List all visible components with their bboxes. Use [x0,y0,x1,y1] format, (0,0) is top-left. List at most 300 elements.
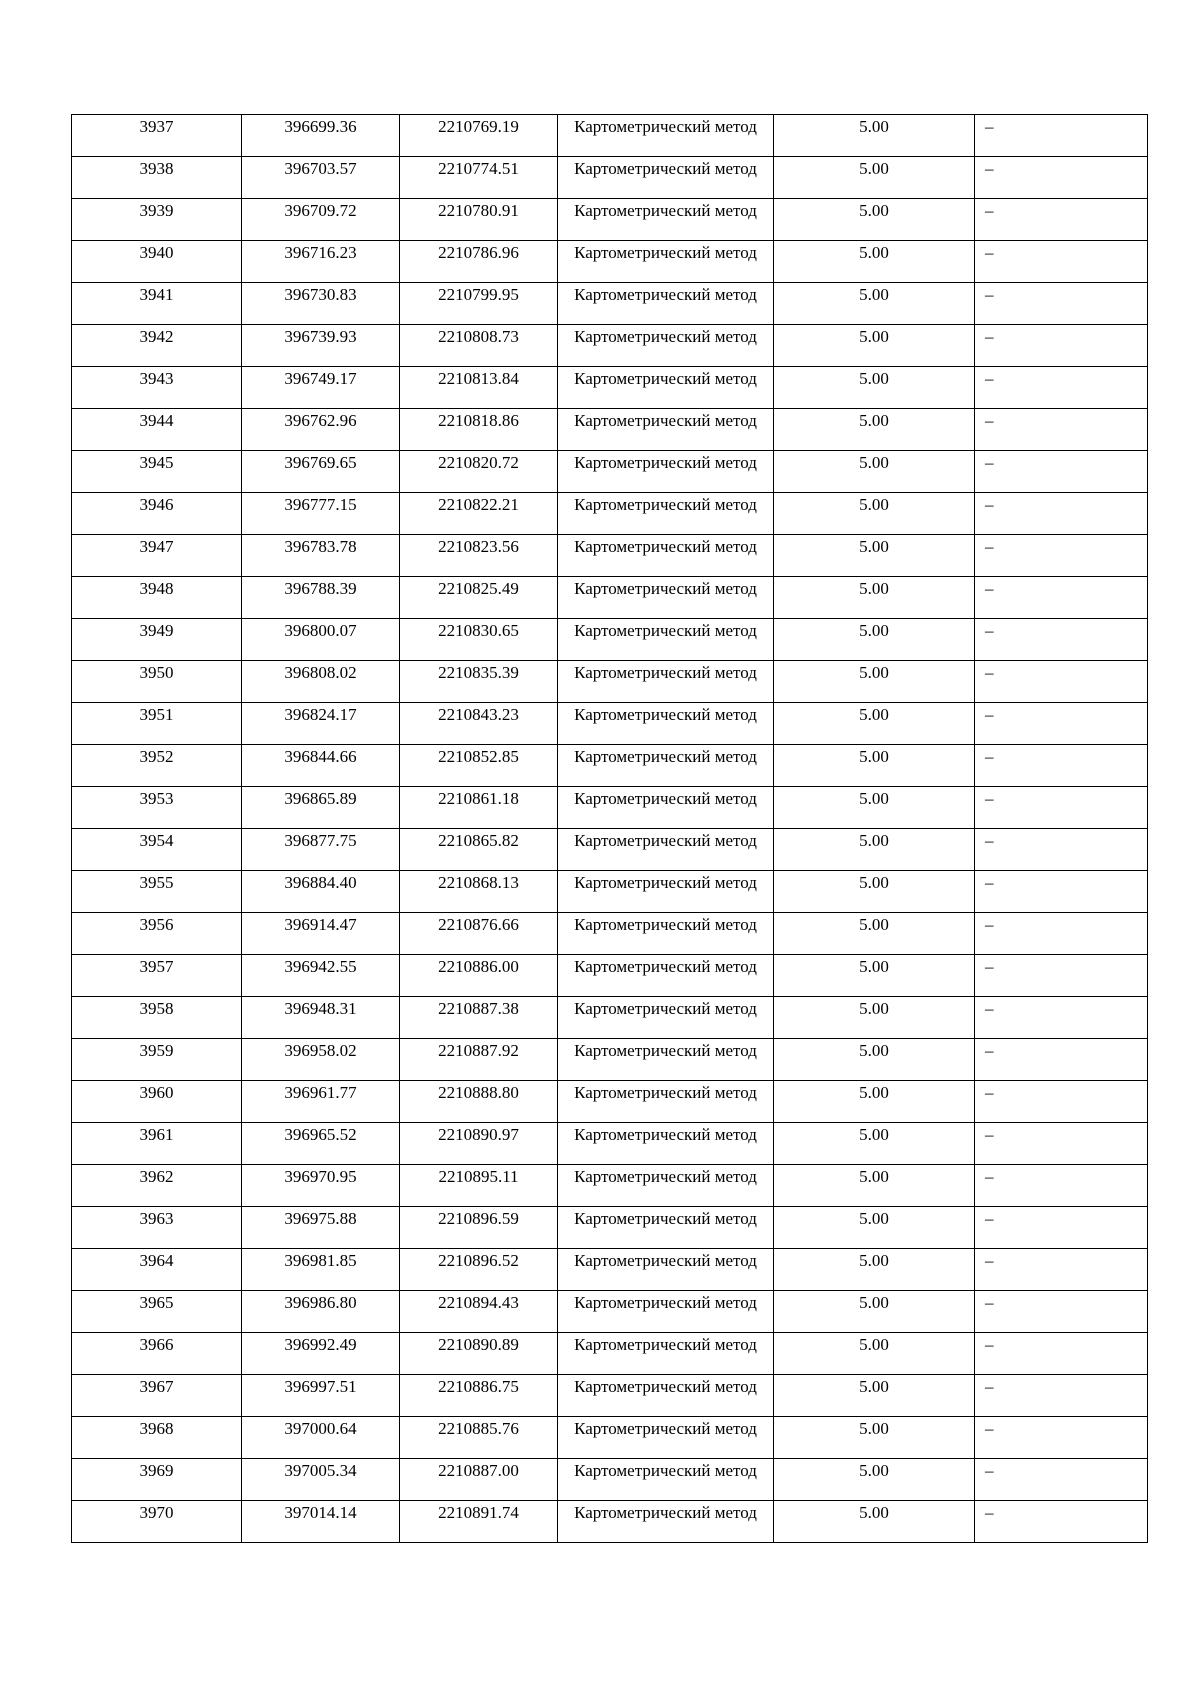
note-cell [975,535,1148,577]
y-coordinate-cell-text: 2210769.19 [438,117,519,136]
accuracy-cell [774,577,975,619]
note-cell-text: – [985,1503,994,1522]
accuracy-cell [774,493,975,535]
note-cell-text: – [985,117,994,136]
method-cell-text: Картометрический метод [574,159,757,178]
x-coordinate-cell [242,241,400,283]
accuracy-cell-text: 5.00 [859,1377,889,1396]
y-coordinate-cell [400,745,558,787]
note-cell-text: – [985,369,994,388]
note-cell [975,1249,1148,1291]
x-coordinate-cell [242,1249,400,1291]
y-coordinate-cell [400,1039,558,1081]
note-cell-text: – [985,1461,994,1480]
point-number-cell-text: 3940 [139,243,174,262]
accuracy-cell-text: 5.00 [859,1293,889,1312]
accuracy-cell [774,199,975,241]
y-coordinate-cell [400,661,558,703]
x-coordinate-cell [242,493,400,535]
table-row [72,745,1148,787]
y-coordinate-cell-text: 2210890.97 [438,1125,519,1144]
y-coordinate-cell-text: 2210799.95 [438,285,519,304]
x-coordinate-cell-text: 396877.75 [284,831,357,850]
table-row [72,913,1148,955]
method-cell [558,409,774,451]
point-number-cell-text: 3969 [139,1461,174,1480]
method-cell-text: Картометрический метод [574,915,757,934]
method-cell [558,451,774,493]
point-number-cell [72,1501,242,1543]
accuracy-cell-text: 5.00 [859,1503,889,1522]
point-number-cell-text: 3967 [139,1377,174,1396]
note-cell [975,661,1148,703]
y-coordinate-cell-text: 2210852.85 [438,747,519,766]
note-cell-text: – [985,663,994,682]
note-cell [975,703,1148,745]
y-coordinate-cell-text: 2210895.11 [438,1167,519,1186]
note-cell-text: – [985,285,994,304]
note-cell-text: – [985,495,994,514]
point-number-cell-text: 3959 [139,1041,174,1060]
point-number-cell-text: 3965 [139,1293,174,1312]
note-cell [975,871,1148,913]
accuracy-cell [774,1501,975,1543]
method-cell [558,1249,774,1291]
note-cell [975,1417,1148,1459]
method-cell-text: Картометрический метод [574,1251,757,1270]
accuracy-cell-text: 5.00 [859,1335,889,1354]
method-cell-text: Картометрический метод [574,579,757,598]
note-cell [975,1333,1148,1375]
y-coordinate-cell-text: 2210808.73 [438,327,519,346]
point-number-cell-text: 3952 [139,747,174,766]
point-number-cell [72,619,242,661]
method-cell [558,535,774,577]
method-cell [558,1207,774,1249]
y-coordinate-cell [400,325,558,367]
method-cell-text: Картометрический метод [574,1293,757,1312]
y-coordinate-cell-text: 2210835.39 [438,663,519,682]
note-cell [975,1123,1148,1165]
note-cell-text: – [985,159,994,178]
x-coordinate-cell-text: 396844.66 [284,747,357,766]
accuracy-cell-text: 5.00 [859,789,889,808]
note-cell [975,157,1148,199]
accuracy-cell-text: 5.00 [859,1125,889,1144]
table-row [72,409,1148,451]
note-cell-text: – [985,1167,994,1186]
point-number-cell [72,451,242,493]
accuracy-cell [774,1333,975,1375]
point-number-cell [72,1459,242,1501]
note-cell-text: – [985,1293,994,1312]
point-number-cell [72,1375,242,1417]
point-number-cell-text: 3945 [139,453,174,472]
note-cell-text: – [985,621,994,640]
method-cell [558,745,774,787]
method-cell [558,1291,774,1333]
point-number-cell [72,1417,242,1459]
accuracy-cell-text: 5.00 [859,1209,889,1228]
method-cell [558,913,774,955]
point-number-cell [72,241,242,283]
accuracy-cell-text: 5.00 [859,663,889,682]
y-coordinate-cell [400,913,558,955]
method-cell [558,661,774,703]
x-coordinate-cell [242,871,400,913]
note-cell-text: – [985,411,994,430]
accuracy-cell-text: 5.00 [859,411,889,430]
point-number-cell-text: 3938 [139,159,174,178]
x-coordinate-cell-text: 396970.95 [284,1167,357,1186]
method-cell [558,283,774,325]
y-coordinate-cell [400,1123,558,1165]
point-number-cell [72,367,242,409]
note-cell-text: – [985,999,994,1018]
y-coordinate-cell [400,241,558,283]
method-cell [558,1165,774,1207]
accuracy-cell-text: 5.00 [859,915,889,934]
note-cell-text: – [985,705,994,724]
point-number-cell [72,199,242,241]
table-row [72,997,1148,1039]
y-coordinate-cell-text: 2210868.13 [438,873,519,892]
note-cell [975,955,1148,997]
x-coordinate-cell-text: 396730.83 [284,285,357,304]
note-cell-text: – [985,873,994,892]
x-coordinate-cell-text: 396739.93 [284,327,357,346]
accuracy-cell [774,787,975,829]
accuracy-cell [774,1249,975,1291]
x-coordinate-cell [242,577,400,619]
note-cell [975,997,1148,1039]
method-cell [558,1459,774,1501]
accuracy-cell [774,1081,975,1123]
method-cell [558,871,774,913]
note-cell [975,1039,1148,1081]
accuracy-cell-text: 5.00 [859,1167,889,1186]
point-number-cell-text: 3944 [139,411,174,430]
accuracy-cell-text: 5.00 [859,243,889,262]
table-row [72,1375,1148,1417]
table-row [72,577,1148,619]
method-cell [558,115,774,157]
note-cell [975,1207,1148,1249]
y-coordinate-cell [400,1291,558,1333]
y-coordinate-cell [400,703,558,745]
point-number-cell-text: 3949 [139,621,174,640]
y-coordinate-cell-text: 2210865.82 [438,831,519,850]
accuracy-cell-text: 5.00 [859,1251,889,1270]
coordinates-table-body [72,115,1148,1543]
accuracy-cell [774,1165,975,1207]
note-cell [975,1459,1148,1501]
x-coordinate-cell-text: 396965.52 [284,1125,357,1144]
method-cell-text: Картометрический метод [574,873,757,892]
method-cell [558,997,774,1039]
y-coordinate-cell [400,997,558,1039]
method-cell [558,787,774,829]
note-cell-text: – [985,1209,994,1228]
y-coordinate-cell [400,493,558,535]
method-cell-text: Картометрический метод [574,999,757,1018]
method-cell [558,703,774,745]
accuracy-cell [774,619,975,661]
point-number-cell [72,493,242,535]
note-cell [975,1165,1148,1207]
note-cell-text: – [985,327,994,346]
x-coordinate-cell-text: 396808.02 [284,663,357,682]
x-coordinate-cell [242,325,400,367]
x-coordinate-cell [242,1375,400,1417]
accuracy-cell [774,325,975,367]
method-cell-text: Картометрический метод [574,747,757,766]
x-coordinate-cell [242,1123,400,1165]
table-row [72,787,1148,829]
accuracy-cell-text: 5.00 [859,369,889,388]
y-coordinate-cell-text: 2210887.00 [438,1461,519,1480]
x-coordinate-cell [242,745,400,787]
x-coordinate-cell-text: 396788.39 [284,579,357,598]
x-coordinate-cell-text: 396942.55 [284,957,357,976]
method-cell-text: Картометрический метод [574,243,757,262]
table-row [72,157,1148,199]
table-row [72,367,1148,409]
x-coordinate-cell-text: 396769.65 [284,453,357,472]
accuracy-cell [774,241,975,283]
note-cell [975,325,1148,367]
point-number-cell-text: 3964 [139,1251,174,1270]
point-number-cell [72,1291,242,1333]
x-coordinate-cell [242,409,400,451]
note-cell-text: – [985,747,994,766]
point-number-cell [72,409,242,451]
method-cell-text: Картометрический метод [574,327,757,346]
point-number-cell [72,661,242,703]
y-coordinate-cell-text: 2210887.38 [438,999,519,1018]
x-coordinate-cell-text: 397014.14 [284,1503,357,1522]
accuracy-cell-text: 5.00 [859,1461,889,1480]
y-coordinate-cell-text: 2210774.51 [438,159,519,178]
note-cell [975,1291,1148,1333]
x-coordinate-cell [242,367,400,409]
point-number-cell-text: 3939 [139,201,174,220]
table-row [72,1501,1148,1543]
y-coordinate-cell-text: 2210820.72 [438,453,519,472]
note-cell [975,451,1148,493]
x-coordinate-cell-text: 396865.89 [284,789,357,808]
y-coordinate-cell-text: 2210825.49 [438,579,519,598]
accuracy-cell-text: 5.00 [859,999,889,1018]
y-coordinate-cell-text: 2210886.75 [438,1377,519,1396]
point-number-cell-text: 3961 [139,1125,174,1144]
table-row [72,1039,1148,1081]
y-coordinate-cell-text: 2210896.59 [438,1209,519,1228]
x-coordinate-cell [242,115,400,157]
table-row [72,1291,1148,1333]
x-coordinate-cell-text: 396824.17 [284,705,357,724]
table-row [72,871,1148,913]
method-cell [558,1417,774,1459]
x-coordinate-cell [242,703,400,745]
method-cell [558,325,774,367]
accuracy-cell [774,1123,975,1165]
y-coordinate-cell-text: 2210887.92 [438,1041,519,1060]
point-number-cell-text: 3942 [139,327,174,346]
method-cell [558,241,774,283]
accuracy-cell [774,409,975,451]
accuracy-cell-text: 5.00 [859,873,889,892]
table-row [72,1459,1148,1501]
x-coordinate-cell-text: 397005.34 [284,1461,357,1480]
accuracy-cell-text: 5.00 [859,1083,889,1102]
accuracy-cell [774,367,975,409]
x-coordinate-cell [242,283,400,325]
x-coordinate-cell [242,787,400,829]
note-cell [975,745,1148,787]
note-cell [975,1081,1148,1123]
point-number-cell-text: 3937 [139,117,174,136]
x-coordinate-cell-text: 396958.02 [284,1041,357,1060]
accuracy-cell-text: 5.00 [859,1041,889,1060]
y-coordinate-cell [400,955,558,997]
table-row [72,703,1148,745]
point-number-cell [72,745,242,787]
accuracy-cell [774,157,975,199]
x-coordinate-cell-text: 396986.80 [284,1293,357,1312]
point-number-cell [72,703,242,745]
note-cell-text: – [985,1041,994,1060]
table-row [72,1333,1148,1375]
note-cell-text: – [985,1251,994,1270]
accuracy-cell [774,1291,975,1333]
note-cell [975,115,1148,157]
y-coordinate-cell-text: 2210813.84 [438,369,519,388]
accuracy-cell [774,1039,975,1081]
y-coordinate-cell-text: 2210896.52 [438,1251,519,1270]
y-coordinate-cell [400,1207,558,1249]
point-number-cell-text: 3966 [139,1335,174,1354]
accuracy-cell-text: 5.00 [859,495,889,514]
y-coordinate-cell [400,1249,558,1291]
point-number-cell [72,283,242,325]
note-cell-text: – [985,831,994,850]
table-row [72,619,1148,661]
y-coordinate-cell [400,1081,558,1123]
method-cell [558,367,774,409]
accuracy-cell [774,829,975,871]
accuracy-cell-text: 5.00 [859,453,889,472]
point-number-cell-text: 3948 [139,579,174,598]
accuracy-cell [774,1375,975,1417]
accuracy-cell-text: 5.00 [859,1419,889,1438]
point-number-cell [72,955,242,997]
method-cell [558,493,774,535]
note-cell-text: – [985,915,994,934]
x-coordinate-cell [242,535,400,577]
y-coordinate-cell [400,451,558,493]
note-cell [975,409,1148,451]
point-number-cell-text: 3943 [139,369,174,388]
table-row [72,1081,1148,1123]
x-coordinate-cell-text: 396997.51 [284,1377,357,1396]
y-coordinate-cell-text: 2210890.89 [438,1335,519,1354]
note-cell-text: – [985,1335,994,1354]
y-coordinate-cell [400,787,558,829]
point-number-cell-text: 3963 [139,1209,174,1228]
x-coordinate-cell-text: 396709.72 [284,201,357,220]
y-coordinate-cell-text: 2210861.18 [438,789,519,808]
point-number-cell [72,997,242,1039]
point-number-cell [72,1165,242,1207]
note-cell-text: – [985,453,994,472]
note-cell [975,1375,1148,1417]
x-coordinate-cell-text: 396699.36 [284,117,357,136]
method-cell-text: Картометрический метод [574,369,757,388]
table-row [72,283,1148,325]
table-row [72,1123,1148,1165]
method-cell [558,955,774,997]
method-cell-text: Картометрический метод [574,1209,757,1228]
accuracy-cell [774,955,975,997]
y-coordinate-cell-text: 2210818.86 [438,411,519,430]
y-coordinate-cell [400,871,558,913]
point-number-cell-text: 3957 [139,957,174,976]
table-row [72,115,1148,157]
y-coordinate-cell [400,157,558,199]
point-number-cell-text: 3953 [139,789,174,808]
note-cell [975,241,1148,283]
method-cell-text: Картометрический метод [574,201,757,220]
method-cell-text: Картометрический метод [574,663,757,682]
x-coordinate-cell-text: 396800.07 [284,621,357,640]
accuracy-cell [774,745,975,787]
method-cell [558,1501,774,1543]
x-coordinate-cell-text: 396783.78 [284,537,357,556]
point-number-cell-text: 3950 [139,663,174,682]
accuracy-cell-text: 5.00 [859,285,889,304]
note-cell [975,829,1148,871]
y-coordinate-cell [400,1333,558,1375]
accuracy-cell-text: 5.00 [859,705,889,724]
table-row [72,829,1148,871]
accuracy-cell-text: 5.00 [859,621,889,640]
point-number-cell [72,325,242,367]
accuracy-cell-text: 5.00 [859,201,889,220]
x-coordinate-cell [242,1081,400,1123]
y-coordinate-cell-text: 2210843.23 [438,705,519,724]
accuracy-cell [774,115,975,157]
method-cell-text: Картометрический метод [574,1335,757,1354]
method-cell-text: Картометрический метод [574,705,757,724]
note-cell [975,577,1148,619]
accuracy-cell-text: 5.00 [859,957,889,976]
y-coordinate-cell-text: 2210876.66 [438,915,519,934]
coordinates-table [71,114,1148,1543]
accuracy-cell-text: 5.00 [859,579,889,598]
note-cell [975,787,1148,829]
table-row [72,199,1148,241]
accuracy-cell [774,451,975,493]
y-coordinate-cell-text: 2210891.74 [438,1503,519,1522]
x-coordinate-cell [242,913,400,955]
y-coordinate-cell-text: 2210786.96 [438,243,519,262]
table-row [72,493,1148,535]
y-coordinate-cell-text: 2210885.76 [438,1419,519,1438]
table-row [72,955,1148,997]
point-number-cell-text: 3951 [139,705,174,724]
table-row [72,241,1148,283]
